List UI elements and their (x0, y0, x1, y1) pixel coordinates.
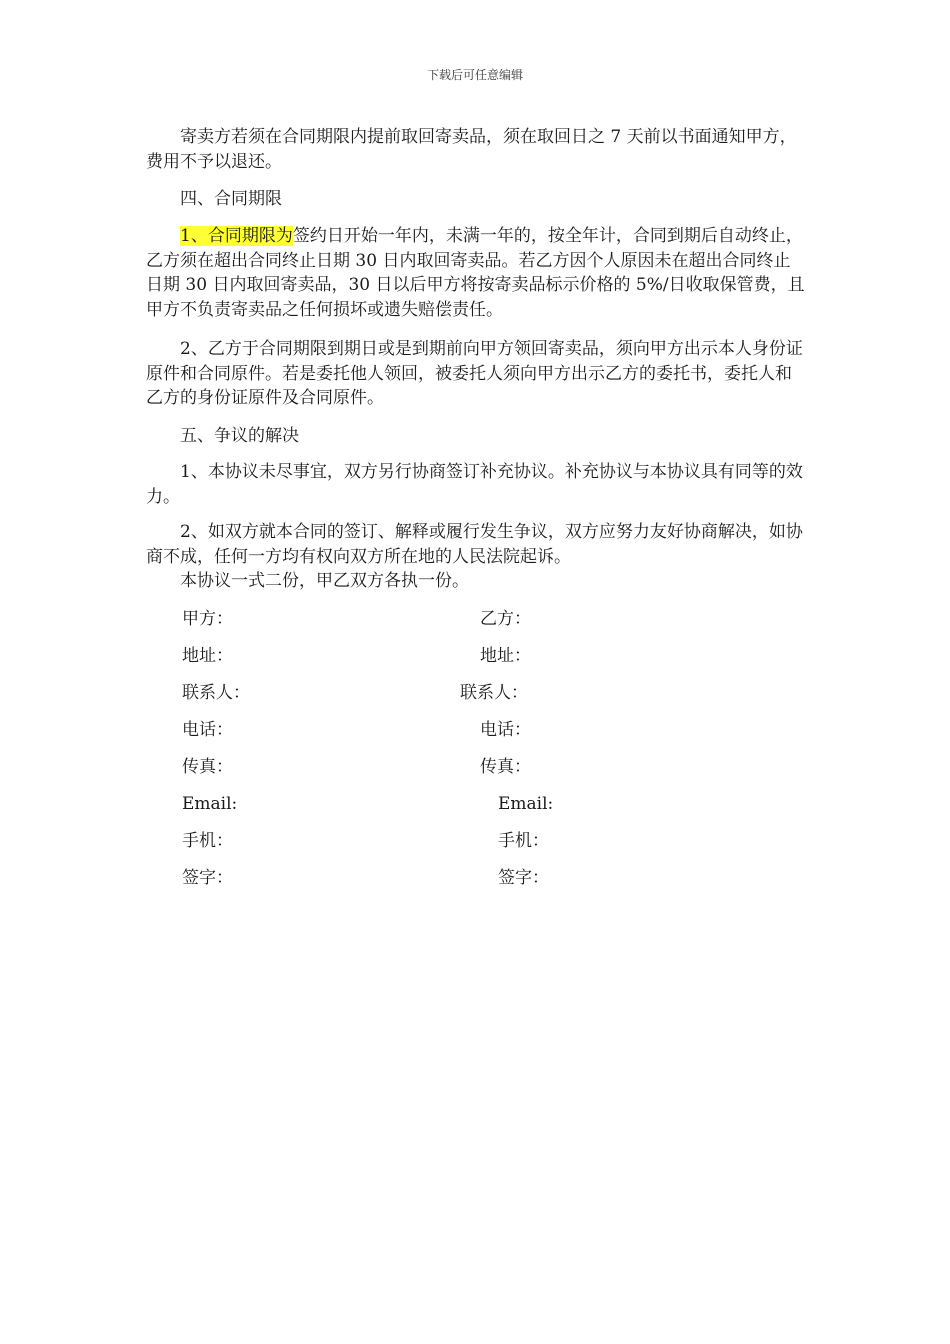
paragraph-copies: 本协议一式二份，甲乙双方各执一份。 (180, 571, 469, 591)
party-a-email-label: Email: (182, 794, 238, 814)
party-a-fax-label: 传真： (182, 757, 233, 777)
highlighted-text: 1、合同期限为 (180, 226, 293, 246)
paragraph-dispute-1: 1、本协议未尽事宜，双方另行协商签订补充协议。补充协议与本协议具有同等的效力。 (146, 462, 803, 507)
party-b-label: 乙方： (480, 609, 531, 629)
party-a-mobile-label: 手机： (182, 831, 233, 851)
party-b-contact-label: 联系人： (460, 683, 528, 703)
party-b-signature-label: 签字： (498, 868, 549, 888)
party-a-phone-label: 电话： (182, 720, 233, 740)
party-a-address-label: 地址： (182, 646, 233, 666)
paragraph-dispute-2: 2、如双方就本合同的签订、解释或履行发生争议，双方应努力友好协商解决，如协商不成，任何一方均有权向双方所在地的人民法院起诉。 (146, 522, 803, 567)
party-a-contact-label: 联系人： (182, 683, 250, 703)
paragraph-term-1: 1、合同期限为签约日开始一年内，未满一年的，按全年计，合同到期后自动终止，乙方须在超出合同终止日期 30 日内取回寄卖品。若乙方因个人原因未在超出合同终止日期 30 日内取回寄卖品，30 日以后甲方将按寄卖品标示价格的 5%/日收取保管费，且甲方不负责寄卖品之任何损坏或遗失赔偿责任。 (146, 226, 805, 320)
header-note: 下载后可任意编辑 (426, 68, 523, 82)
paragraph-term-2: 2、乙方于合同期限到期日或是到期前向甲方领回寄卖品，须向甲方出示本人身份证原件和合同原件。若是委托他人领回，被委托人须向甲方出示乙方的委托书，委托人和乙方的身份证原件及合同原件。 (146, 339, 803, 408)
party-a-label: 甲方： (182, 609, 233, 629)
paragraph-withdrawal: 寄卖方若须在合同期限内提前取回寄卖品，须在取回日之 7 天前以书面通知甲方，费用不予以退还。 (146, 127, 797, 172)
party-b-mobile-label: 手机： (498, 831, 549, 851)
party-b-fax-label: 传真： (480, 757, 531, 777)
party-a-signature-label: 签字： (182, 868, 233, 888)
party-b-address-label: 地址： (480, 646, 531, 666)
section-title-dispute: 五、争议的解决 (180, 426, 299, 446)
section-title-term: 四、合同期限 (180, 189, 282, 209)
party-b-email-label: Email: (498, 794, 554, 814)
party-b-phone-label: 电话： (480, 720, 531, 740)
